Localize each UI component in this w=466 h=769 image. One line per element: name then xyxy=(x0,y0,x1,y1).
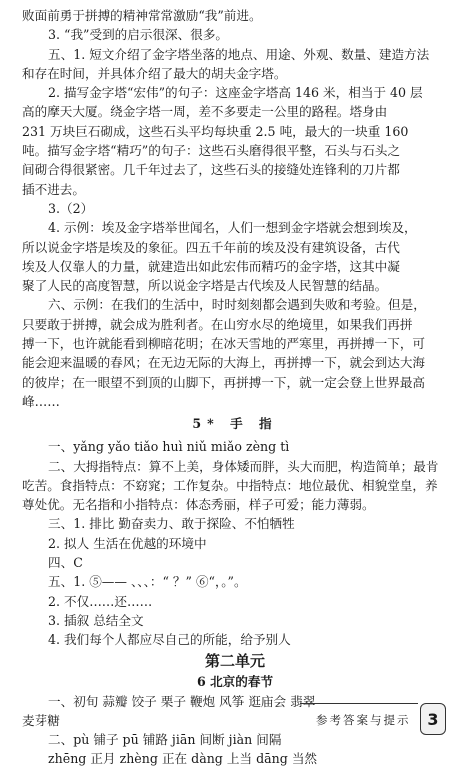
text-line: 五、1. ⑤—— 、、、：“ ？” ⑥“，。”。 xyxy=(48,574,247,590)
answer-page xyxy=(22,6,448,769)
text-line: 四、C xyxy=(48,555,83,571)
text-line: 只要敢于拼搏，就会成为胜利者。在山穷水尽的绝境里，如果我们再拼 xyxy=(22,316,413,332)
text-line: 4. 示例：埃及金字塔举世闻名，人们一想到金字塔就会想到埃及， xyxy=(48,220,417,236)
lesson-title: 6 北京的春节 xyxy=(196,673,274,689)
text-line: 搏一下，也许就能看到柳暗花明；在冰天雪地的严寒里，再拼搏一下，可 xyxy=(22,336,425,352)
text-line: 3. 插叙 总结全文 xyxy=(48,612,144,628)
text-line: 聚了人民的高度智慧，所以说金字塔是古代埃及人民智慧的结晶。 xyxy=(22,278,388,294)
text-line: 2. 不仅……还…… xyxy=(48,593,153,609)
text-line: 间砌合得很紧密。几千年过去了，这些石头的接缝处连锋利的刀片都 xyxy=(22,162,400,178)
text-line: 3.（2） xyxy=(48,200,94,216)
text-line: 所以说金字塔是埃及的象征。四五千年前的埃及没有建筑设备，古代 xyxy=(22,239,400,255)
text-line: 能会迎来温暖的春风；在无边无际的大海上，再拼搏一下，就会到达大海 xyxy=(22,355,425,371)
text-line: 峰…… xyxy=(22,393,60,409)
text-line: 吃苦。食指特点：不窈窕；工作复杂。中指特点：地位最优、相貌堂皇，养 xyxy=(22,477,438,493)
text-line: 一、yǎng yǎo tiǎo huì niǔ miǎo zèng tì xyxy=(48,439,290,455)
text-line: 三、1. 排比 勤奋卖力、敢于探险、不怕牺牲 xyxy=(48,516,295,532)
text-line: 五、1. 短文介绍了金字塔坐落的地点、用途、外观、数量、建造方法 xyxy=(48,46,430,62)
text-line: 3. “我”受到的启示很深、很多。 xyxy=(48,27,229,43)
unit-heading: 第二单元 xyxy=(204,651,265,670)
text-line: 231 万块巨石砌成，这些石头平均每块重 2.5 吨，最大的一块重 160 xyxy=(22,123,409,139)
text-line: 的彼岸；在一眼望不到顶的山脚下，再拼搏一下，就一定会登上世界最高 xyxy=(22,374,425,390)
text-line: 二、大拇指特点：算不上美，身体矮而胖，头大而肥，构造简单；最肯 xyxy=(48,458,439,474)
text-line: 尊处优。无名指和小指特点：体态秀丽，样子可爱；能力薄弱。 xyxy=(22,497,375,513)
footer-rule xyxy=(300,703,418,704)
text-line: 插不进去。 xyxy=(22,181,85,197)
text-line: 败面前勇于拼搏的精神常常激励“我”前进。 xyxy=(22,8,262,23)
text-line: zhēng 正月 zhèng 正在 dàng 上当 dāng 当然 xyxy=(48,751,318,767)
text-line: 埃及人仅靠人的力量，就建造出如此宏伟而精巧的金字塔，这其中凝 xyxy=(22,258,400,274)
text-line: 2. 描写金字塔“宏伟”的句子：这座金字塔高 146 米，相当于 40 层 xyxy=(48,85,423,101)
text-line: 高的摩天大厦。绕金字塔一周，差不多要走一公里的路程。塔身由 xyxy=(22,104,388,120)
footer-label: 参考答案与提示 xyxy=(316,713,411,727)
text-line: 和存在时间，并具体介绍了最大的胡夫金字塔。 xyxy=(22,65,287,81)
text-line: 二、pù 铺子 pū 铺路 jiān 间断 jiàn 间隔 xyxy=(48,732,282,748)
text-line: 一、初旬 蒜瓣 饺子 栗子 鞭炮 风筝 逛庙会 翡翠 xyxy=(48,693,316,709)
lesson-title: 5* 手 指 xyxy=(192,416,278,432)
page-footer xyxy=(300,703,450,733)
text-line: 4. 我们每个人都应尽自己的所能，给予别人 xyxy=(48,632,291,648)
text-line: 六、示例：在我们的生活中，时时刻刻都会遇到失败和考验。但是， xyxy=(48,297,426,313)
text-line: 2. 拟人 生活在优越的环境中 xyxy=(48,535,207,551)
page-number: 3 xyxy=(420,703,446,735)
text-line: 吨。描写金字塔“精巧”的句子：这些石头磨得很平整，石头与石头之 xyxy=(22,143,401,159)
text-line: 麦芽糖 xyxy=(22,712,60,728)
